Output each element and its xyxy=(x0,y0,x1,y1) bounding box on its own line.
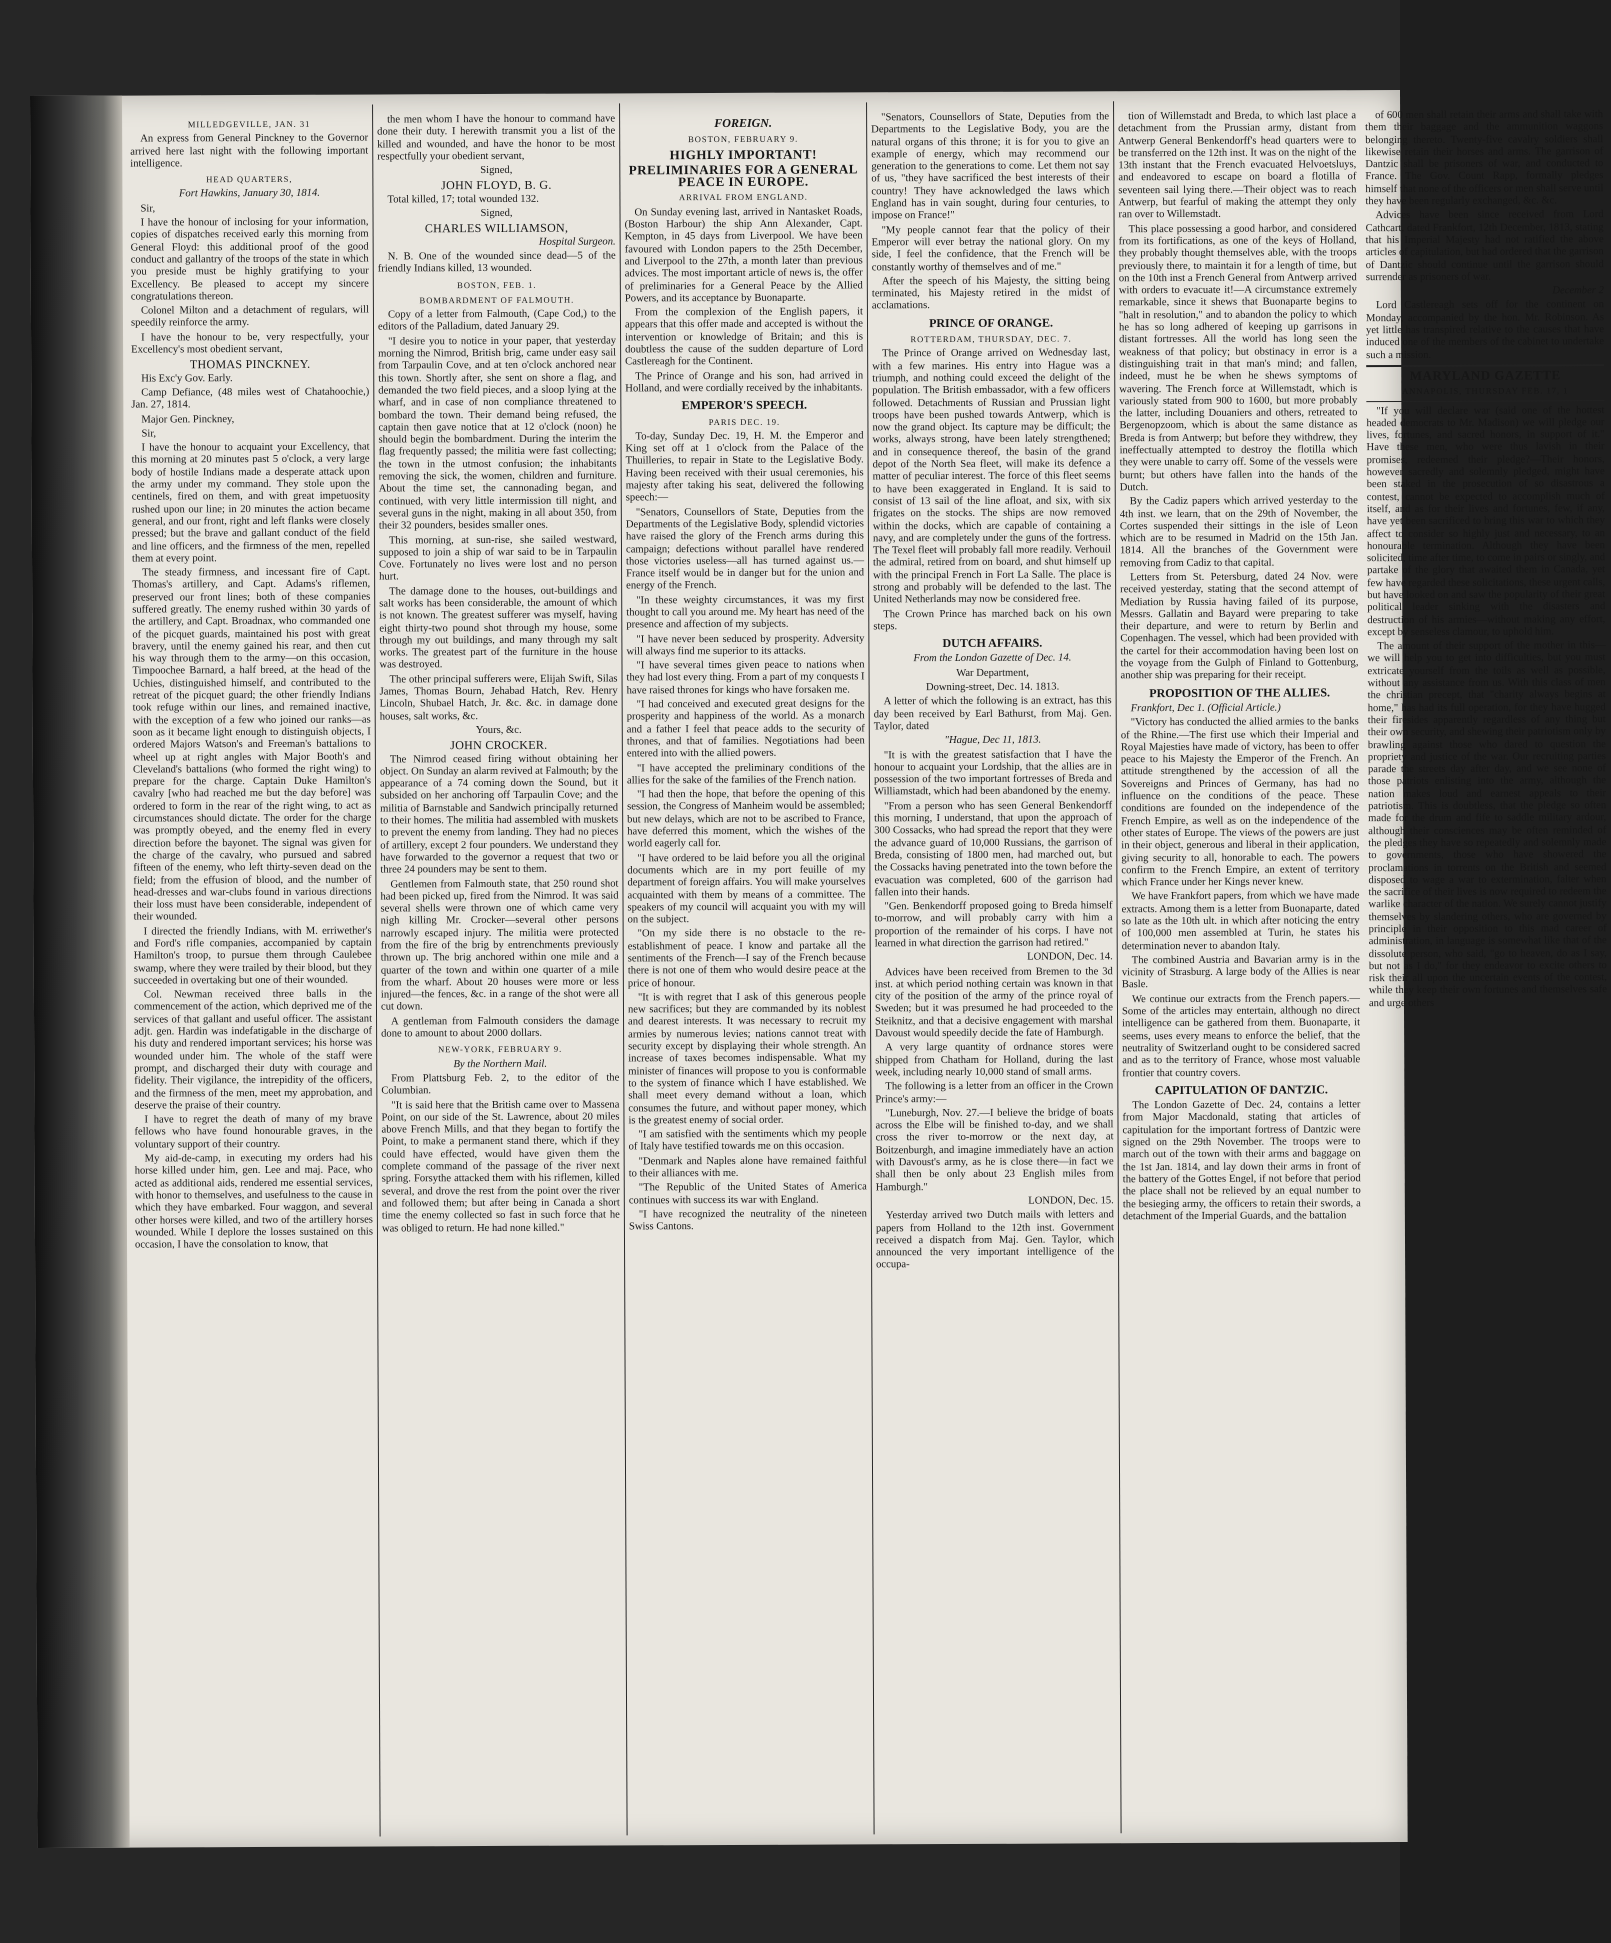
paragraph: "I had then the hope, that before the opening of this session, the Congress of Manheim would be assembled; but new delays, which are not to be ascribed to France, have deferred this moment, which the wishes of the world eagerly call for. xyxy=(627,788,866,850)
paragraph: "My people cannot fear that the policy of their Emperor will ever betray the national glory. On my side, I feel the confidence, that the French will be constantly worthy of themselves and of me." xyxy=(871,223,1110,273)
paragraph: The damage done to the houses, out-buildings and salt works has been considerable, the amount of which is not known. The greatest sufferer was myself, having eight thirty-two pound shot through my house, some through my out buildings, and many through my salt works. The greatest part of the furniture in the house was destroyed. xyxy=(379,585,618,671)
masthead: MARYLAND GAZETTE xyxy=(1409,367,1561,383)
dateline: NEW-YORK, FEBRUARY 9. xyxy=(438,1044,563,1055)
paragraph: "It is with the greatest satisfaction that I have the honour to acquaint your Lordship, that the allies are in possession of the two important fortresses of Breda and Williamstadt, which had been abandoned by the enemy. xyxy=(873,748,1113,798)
paragraph: Lord Castlereagh sets off for the continent on Monday, accompanied by the hon. Mr. Robinson. As yet little has transpired relative to the causes that have induced one of the members of the cabinet to undertake such a mission. xyxy=(1365,299,1605,361)
dateline: Frankfort, Dec 1. (Official Article.) xyxy=(1130,702,1281,715)
paragraph: N. B. One of the wounded since dead—5 of the friendly Indians killed, 13 wounded. xyxy=(377,250,616,275)
paragraph: of 600 men shall retain their arms and shall take with them their baggage and the ammunition waggons belonging thereto. Twenty-five cavalry soldiers shall likewise retain their horses and arms. The garrison of Dantzic shall be prisoners of war, and conducted to France. The Gov. Count Rapp, formally pledges himself that none of the officers or men shall serve until they have been regularly exchanged, &c. &c. xyxy=(1365,109,1604,208)
section-title: FOREIGN. xyxy=(714,115,772,131)
paragraph: Copy of a letter from Falmouth, (Cape Cod,) to the editors of the Palladium, dated January 29. xyxy=(377,308,616,333)
paragraph: I have the honour to acquaint your Excellency, that this morning at 20 minutes past 5 o'clock, a very large body of hostile Indians made a desperate attack upon the army under my command. They stole upon the centinels, fired on them, and with great impetuosity rushed upon our line; in 20 minutes the action became general, and our front, right and left flanks were closely pressed; but the brave and gallant conduct of the field and line officers, and the firmness of the men, repelled them at every point. xyxy=(131,441,370,565)
signature: JOHN FLOYD, B. G. xyxy=(441,178,552,193)
paragraph: Col. Newman received three balls in the commencement of the action, which deprived me of the services of that gallant and useful officer. The assistant adjt. gen. Hardin was indefatigable in the discharge of his duty and rendered important services; his horse was wounded under him. The whole of the staff were prompt, and discharged their duty with courage and fidelity. Their vigilance, the intrepidity of the officers, and the firmness of the men, meet my approbation, and deserve the praise of their country. xyxy=(133,988,373,1112)
paragraph: "Victory has conducted the allied armies to the banks of the Rhine.—The first use which their Imperial and Royal Majesties have made of victory, has been to offer peace to his Majesty the Emperor of the French. An attitude strengthened by the accession of all the Sovereigns and Princes of Germany, has had no influence on the conditions of the peace. These conditions are founded on the independence of the French Empire, as well as on the independence of the other states of Europe. The views of the powers are just in their object, generous and liberal in their application, giving security to all, honorable to each. The powers confirm to the French Empire, an extent of territory which France under her Kings never knew. xyxy=(1120,716,1360,889)
paragraph: The London Gazette of Dec. 24, contains a letter from Major Macdonald, stating that articles of capitulation for the important fortress of Dantzic were signed on the 29th November. The troops were to march out of the town with their arms and baggage on the 1st Jan. 1814, and lay down their arms in front of the battery of the Gottes Engel, if not before that period the place shall not be relieved by an equal number to the besieging army, the officers to retain their swords, a detachment of the Imperial Guards, and the battalion xyxy=(1122,1099,1361,1223)
paragraph: "Senators, Counsellors of State, Deputies from the Departments of the Legislative Body, splendid victories have raised the glory of the French arms during this campaign; defections without parallel have rendered those victories useless—all has turned against us.—France itself would be in danger but for the union and energy of the French. xyxy=(625,505,865,592)
paragraph: I have to regret the death of many of my brave fellows who have found honourable graves, in the voluntary support of their country. xyxy=(134,1113,373,1151)
newspaper-sheet xyxy=(30,90,1607,1848)
paragraph: "From a person who has seen General Benkendorff this morning, I understand, that upon the approach of 300 Cossacks, who had spread the report that they were the advance guard of 10,000 Russians, the garrison of Breda, consisting of 1800 men, had marched out, but the Cossacks having penetrated into the town before the evacuation was completed, 600 of the garrison had fallen into their hands. xyxy=(874,800,1113,899)
column-1 xyxy=(130,115,375,1830)
paragraph: The Nimrod ceased firing without obtaining her object. On Sunday an alarm revived at Falmouth; by the appearance of a 74 coming down the Sound, but it subsided on her anchoring off Tarpaulin Cove; and the militia of Barnstable and Sandwich principally returned to their homes. The militia had assembled with muskets to prevent the enemy from landing. They had no pieces of artillery, except 2 four pounders. We understand they have forwarded to the governor a request that two or three 24 pounders may be sent to them. xyxy=(379,752,619,876)
paragraph: "Senators, Counsellors of State, Deputies from the Departments to the Legislative Body, you are the natural organs of this throne; it is for you to give an example of energy, which may recommend our generation to the generations to come. Let them not say of us, "they have sacrificed the best interests of their country! They have acknowledged the laws which England has in vain sought, during four centuries, to impose on France!" xyxy=(871,111,1110,222)
paragraph: The following is a letter from an officer in the Crown Prince's army:— xyxy=(875,1080,1114,1105)
paragraph: "I have several times given peace to nations when they had lost every thing. From a part of my conquests I have raised thrones for kings who have forsaken me. xyxy=(626,659,865,697)
masthead-date: ANNAPOLIS, THURSDAY FEB. 17, 1 xyxy=(1402,385,1569,397)
paragraph: "Denmark and Naples alone have remained faithful to their alliances with me. xyxy=(628,1155,867,1180)
signed-label: Signed, xyxy=(480,165,513,177)
closing: Yours, &c. xyxy=(475,724,522,737)
place-line: Camp Defiance, (48 miles west of Chatahoochie,) Jan. 27, 1814. xyxy=(131,386,370,411)
paragraph: The steady firmness, and incessant fire of Capt. Thomas's artillery, and Capt. Adams's riflemen, preserved our front lines; both of these companies suffered greatly. The enemy rushed within 30 yards of the artillery, and Capt. Broadnax, who commanded one of the picquet guards, maintained his post with great bravery, until the enemy gained his rear, and then cut his way through them to the army—on this occasion, Timpoochee Barnard, a half breed, at the head of the Uchies, distinguished himself, and contributed to the retreat of the picquet guard; the other friendly Indians took refuge within our lines, and remained inactive, with the exception of a few who joined our ranks—as soon as it became light enough to distinguish objects, I ordered Majors Watson's and Freeman's battalions to wheel up at right angles with Major Booth's and Cleveland's battalions (who formed the right wing) to prepare for the charge. Captain Duke Hamilton's cavalry [who had reached me but the day before] was ordered to form in the rear of the right wing, to act as circumstances should dictate. The order for the charge was promptly obeyed, and the enemy fled in every direction before the bayonet. The signal was given for the charge of the cavalry, who pursued and sabred fifteen of the enemy, who left thirty-seven dead on the field; from the effusion of blood, and the number of head-dresses and war-clubs found in various directions their loss must have been considerable, independent of their wounded. xyxy=(132,566,372,923)
column-2 xyxy=(377,113,622,1828)
paragraph: We continue our extracts from the French papers.—Some of the articles may entertain, although no direct intelligence can be gathered from them. Buonaparte, it seems, uses every means to enforce the belief, that the neutrality of Switzerland ought to be considered sacred and as to the territory of France, whose most valuable frontier that country covers. xyxy=(1121,992,1361,1079)
paragraph: "I have accepted the preliminary conditions of the allies for the sake of the families of the French nation. xyxy=(626,761,865,787)
paragraph: A gentleman from Falmouth considers the damage done to amount to about 2000 dollars. xyxy=(381,1015,620,1040)
dateline: BOSTON, FEB. 1. xyxy=(457,279,537,290)
salutation: Sir, xyxy=(140,203,156,215)
dateline: LONDON, Dec. 15. xyxy=(1028,1195,1114,1207)
column-3 xyxy=(624,112,869,1827)
paragraph: This morning, at sun-rise, she sailed westward, supposed to join a ship of war said to be in Tarpaulin Cove. Fortunately no lives were lost and no person hurt. xyxy=(378,533,618,583)
paragraph: From the complexion of the English papers, it appears that this offer made and accepted is without the intervention or knowledge of Britain; and this is doubtless the cause of the sudden departure of Lord Castlereagh for the Continent. xyxy=(624,306,864,368)
column-5 xyxy=(1118,110,1363,1825)
paragraph: "On my side there is no obstacle to the re-establishment of peace. I know and partake all the sentiments of the French—I say of the French because there is not one of them who would desire peace at the price of honour. xyxy=(627,927,866,989)
paragraph: "It is with regret that I ask of this generous people new sacrifices; but they are commanded by its noblest and dearest interests. It was necessary to recruit my armies by numerous levies; nations cannot treat with security except by displaying their whole strength. An increase of taxes becomes indispensable. What my minister of finances will propose to you is conformable to the system of finance which I have established. We shall meet every demand without a loan, which consumes the future, and without paper money, which is the greatest enemy of social order. xyxy=(627,991,867,1127)
casualty-total: Total killed, 17; total wounded 132. xyxy=(387,193,539,206)
paragraph: The other principal sufferers were, Elijah Swift, Silas James, Thomas Bourn, Jehabad Hatch, Rev. Henry Lincoln, Shubael Hatch, Jr. &c. &c. in damage done houses, salt works, &c. xyxy=(379,673,618,723)
section-head: CAPITULATION OF DANTZIC. xyxy=(1154,1082,1328,1097)
paragraph: We have Frankfort papers, from which we have made extracts. Among them is a letter from Buonaparte, dated so late as the 10th ult. in which after noticing the entry of 100,000 men assembled at Turin, he states his determination never to abandon Italy. xyxy=(1121,890,1360,952)
dateline: LONDON, Dec. 14. xyxy=(1027,951,1113,963)
signature: JOHN CROCKER. xyxy=(450,737,548,753)
column-6 xyxy=(1365,109,1610,1824)
paragraph: "I desire you to notice in your paper, that yesterday morning the Nimrod, British brig, came under easy sail from Tarpaulin Cove, and at ten o'clock anchored near this town. Shortly after, she sent on shore a flag, and demanded the two field pieces, and a sloop lying at the wharf, and in case of non compliance threatened to bombard the town. Their demand being refused, the captain then gave notice that at 12 o'clock (noon) he should begin the bombardment. During the interim the flag frequently passed; the militia were fast collecting; the town in the utmost confusion; the inhabitants removing the sick, the women, children and furniture. About the time set, the cannonading began, and continued, with very little intermission till night, and several guns in the night, making in all about 350, from their 32 pounders, besides smaller ones. xyxy=(378,335,617,532)
section-head: BOMBARDMENT OF FALMOUTH. xyxy=(419,294,575,306)
dateline: BOSTON, FEBRUARY 9. xyxy=(688,133,799,145)
masthead-rule xyxy=(1366,400,1604,402)
paragraph: "I have recognized the neutrality of the nineteen Swiss Cantons. xyxy=(628,1208,867,1233)
dateline: PARIS DEC. 19. xyxy=(708,416,781,427)
column-4 xyxy=(871,111,1116,1826)
paragraph: "I have never been seduced by prosperity. Adversity will always find me superior to its attacks. xyxy=(626,632,865,658)
paragraph: The amount of their support of the mother in this—we will help you to get into difficulties, but you must extricate yourself from the toils as well as possible, without any assistance from us. With this class of men the christian precept, that "charity always begins at home," has had its full operation, for they have hugged their firesides apparently regardless of any thing but their own security, and shewing their patriotism only by brawling against those who dared to question the propriety and justice of the war. Our recruiting parties parade the streets day after day, and we see none of those patriots enlisting into the army, although the nation makes loud and earnest appeals to their patriotism. This is doubtless, that the pledge so often made for the drum and fife to saddle military ardour, although their consciences may be often reminded of the pledges they have so repeatedly and solemnly made to governments, those who have showered the proclamations in torrents on the British and seemed disposed to wage a war to extermination, falter when the sacrifice of their lives is now required to redeem the warlike character of the nation. We surely cannot justify themselves by slandering others, who are governed by principle in their opposition to this mad career of administration, in language is somewhat like that of the dissolute person, who said, "go to heaven, do as I say, but not as I do," for they endeavor to excite others to risk their all upon the uncertain events of the contest, while they keep their own fortunes and themselves safe and urge others xyxy=(1367,640,1607,1009)
paragraph: "The Republic of the United States of America continues with success its war with England. xyxy=(628,1181,867,1207)
place-line: Downing-street, Dec. 14. 1813. xyxy=(925,681,1060,694)
headline: HIGHLY IMPORTANT! xyxy=(669,146,817,162)
subhead: From the London Gazette of Dec. 14. xyxy=(913,652,1072,665)
paragraph: I have the honour of inclosing for your information, copies of dispatches received early this morning from General Floyd: this additional proof of the good conduct and gallantry of the troops of the state in which you preside must be highly gratifying to your Excellency. Be pleased to accept my sincere congratulations thereon. xyxy=(130,216,369,303)
paragraph: "I have ordered to be laid before you all the original documents which are in my port feuille of my department of foreign affairs. You will make yourselves acquainted with them by means of a committee. The speakers of my council will acquaint you with my will on the subject. xyxy=(627,851,866,926)
paragraph: Colonel Milton and a detachment of regulars, will speedily reinforce the army. xyxy=(130,304,369,330)
paragraph: On Sunday evening last, arrived in Nantasket Roads, (Boston Harbour) the ship Ann Alexander, Capt. Kempton, in 45 days from Liverpool. We have been favoured with London papers to the 25th December, and Liverpool to the 27th, a month later than previous advices. The most important article of news is, the offer of preliminaries for a General Peace by the Allied Powers, and its acceptance by Buonaparte. xyxy=(624,206,863,305)
paragraph: By the Cadiz papers which arrived yesterday to the 4th inst. we learn, that on the 29th of November, the Cortes suspended their sittings in the isle of Leon which are to be resumed in Madrid on the 15th Jan. 1814. All the branches of the Government were removing from Cadiz to that capital. xyxy=(1119,495,1359,569)
signature-title: Hospital Surgeon. xyxy=(538,236,616,248)
paragraph: I have the honour to be, very respectfully, your Excellency's most obedient servant, xyxy=(131,331,370,356)
paragraph: "In these weighty circumstances, it was my first thought to call you around me. My heart has need of the presence and affection of my subjects. xyxy=(626,594,865,631)
paragraph: "If you will declare war (said one of the hottest headed democrats to Mr. Madison) we will pledge our lives, fortunes, and sacred honors, in support of it." Have these men, who were thus lavish in their promises, redeemed their pledge?—Their honors, however sacredly and solemnly pledged, might have been staked in the prosecution of so disastrous a contest, cannot be expected to accomplish much of itself, and as for their lives and fortunes, few, if any, have yet been sacrificed to bring this war to which they affect to consider so highly just and necessary, to an honourable termination. Although they have been solicited, time after time, to come in pairs or singly, and partake of the glory that awaited them in Canada, yet few have regarded these solicitations, these urgent calls, but have looked on and saw the popularity of their great political leader sinking with the disasters and destruction of his armies—without making any effort, except by senseless clamour, to uphold him. xyxy=(1366,404,1606,639)
signature: THOMAS PINCKNEY. xyxy=(189,357,311,372)
place-line: "Hague, Dec 11, 1813. xyxy=(944,734,1042,747)
paragraph: "Luneburgh, Nov. 27.—I believe the bridge of boats across the Elbe will be finished to-day, and we shall cross the river to-morrow or the next day, at Boitzenburgh, and imagine immediately have an action with Davoust's army, as he is close there—in fact we shall then be only about 23 English miles from Hamburgh." xyxy=(875,1107,1114,1193)
dateline: December 2 xyxy=(1552,285,1604,297)
place-line: Fort Hawkins, January 30, 1814. xyxy=(178,188,320,200)
section-head: HEAD QUARTERS, xyxy=(206,174,293,185)
signature: CHARLES WILLIAMSON, xyxy=(424,221,569,236)
section-head: PROPOSITION OF THE ALLIES. xyxy=(1149,684,1331,700)
section-head: EMPEROR'S SPEECH. xyxy=(681,397,808,413)
paragraph: A letter of which the following is an extract, has this day been received by Earl Bathurst, from Maj. Gen. Taylor, dated xyxy=(873,695,1112,733)
signed-label: Signed, xyxy=(480,207,513,220)
paragraph: The Crown Prince has marched back on his own steps. xyxy=(873,607,1112,633)
subhead: ARRIVAL FROM ENGLAND. xyxy=(678,192,808,203)
book-binding-gutter xyxy=(30,96,130,1848)
article-intro: An express from General Pinckney to the Governor arrived here last night with the following important intelligence. xyxy=(130,132,369,170)
salutation: Sir, xyxy=(141,428,157,440)
dateline: ROTTERDAM, THURSDAY, DEC. 7. xyxy=(910,333,1072,345)
paragraph: My aid-de-camp, in executing my orders had his horse killed under him, gen. Lee and maj. Pace, who acted as additional aids, rendered me essential services, with honor to themselves, and usefulness to the cause in which they have embarked. Four waggon, and several other horses were killed, and two of the artillery horses wounded. While I deplore the losses sustained on this occasion, I have the consolation to know, that xyxy=(134,1152,373,1251)
paragraph: Yesterday arrived two Dutch mails with letters and papers from Holland to the 12th inst. Government received a dispatch from Maj. Gen. Taylor, which announced the very important intelligence of the occupa- xyxy=(875,1209,1115,1271)
paragraph: Gentlemen from Falmouth state, that 250 round shot had been picked up, fired from the Nimrod. It was said several shells were thrown one of which came very nigh killing Mr. Crocker—several other persons narrowly escaped injury. The militia were protected from the fire of the brig by entrenchments previously thrown up. The brig anchored within one mile and a quarter of the town and within one quarter of a mile from the wharf. About 20 houses were more or less injured—the fences, &c. in a range of the shot were all cut down. xyxy=(380,877,619,1013)
section-head: PRINCE OF ORANGE. xyxy=(929,315,1053,330)
paragraph: This place possessing a good harbor, and considered from its fortifications, as one of the keys of Holland, they probably thought themselves able, with the troops previously there, to maintain it for a length of time, but on the 10th inst a French General from Antwerp arrived with orders to evacuate it!—A circumstance extremely remarkable, since it shews that Buonaparte begins to "halt in resolution," and to abandon the policy to which he has so long adhered of keeping up garrisons in distant fortresses. All the world has long seen the weakness of that policy; but obstinacy in error is a distinguishing trait in that man's mind; and fallen, indeed, must he be when he shews symptoms of wavering. The French force at Willemstadt, which is variously stated from 900 to 1600, but more probably the latter, including Douaniers and others, retreated to Bergenopzoom, which is about the same distance as Breda is from Antwerp; but before they withdrew, they ineffectually attempted to destroy the flotilla which they were unable to carry off. Some of the vessels were burnt; but others have fallen into the hands of the Dutch. xyxy=(1118,222,1358,494)
paragraph: The combined Austria and Bavarian army is in the vicinity of Strasburg. A large body of the Allies is near Basle. xyxy=(1121,954,1360,991)
place-line: War Department, xyxy=(956,667,1029,679)
paragraph: Letters from St. Petersburg, dated 24 Nov. were received yesterday, stating that the second attempt of Mediation by Russia having failed of its purpose, Messrs. Gallatin and Bayard were preparing to take their departure, and were to return by Berlin and Copenhagen. The vessel, which had been provided with the cartel for their accommodation having been lost on the voyage from the Gulph of Finland to Gottenburg, another ship was preparing for their receipt. xyxy=(1120,571,1359,682)
paragraph: "I had conceived and executed great designs for the prosperity and happiness of the world. As a monarch and a father I feel that peace adds to the security of thrones, and that of families. Negotiations had been entered into with the allied powers. xyxy=(626,698,865,760)
paragraph: "It is said here that the British came over to Massena Point, on our side of the St. Lawrence, about 20 miles above French Mills, and that they began to fortify the Point, to make a permanent stand there, which if they could have effected, would have given them the complete command of the passage of the river next spring. Forsythe attacked them with his riflemen, killed several, and drove the rest from the point over the river and followed them; but after being in Canada a short time the enemy collected so fast in such force that he was obliged to return. He had none killed." xyxy=(381,1099,620,1235)
dateline: MILLEDGEVILLE, JAN. 31 xyxy=(187,118,311,130)
paragraph: Advices have been since received from Lord Cathcart, dated Frankfort, 12th December, 1813, stating that his Imperial Majesty had not ratified the above articles of capitulation, but had ordered that the garrison of Dantzic should continue until the garrison should surrender as prisoners of war. xyxy=(1365,209,1604,284)
section-head: DUTCH AFFAIRS. xyxy=(942,635,1043,651)
paragraph: Advices have been received from Bremen to the 3d inst. at which period nothing certain was known in that city of the position of the army of the prince royal of Sweden; but it was presumed he had proceeded to the Steiknitz, and that a decisive engagement with marshal Davoust would speedily decide the fate of Hamburgh. xyxy=(874,965,1114,1040)
headline: PRELIMINARIES FOR A GENERAL PEACE IN EUROPE. xyxy=(628,161,858,190)
paragraph: The Prince of Orange and his son, had arrived in Holland, and were cordially received by the inhabitants. xyxy=(625,370,864,395)
paragraph: tion of Willemstadt and Breda, to which last place a detachment from the Prussian army, distant from Antwerp General Benkendorff's head quarters were to be transferred on the 12th inst. It was on the night of the 13th instant that the French evacuated Helvoetsluys, and endeavored to escape on board a flotilla of seventeen sail lying there.—Their object was to reach Antwerp, but fearful of making the attempt they only ran over to Willemstadt. xyxy=(1118,110,1357,221)
paragraph: To-day, Sunday Dec. 19, H. M. the Emperor and King set off at 1 o'clock from the Palace of the Thuilleries, to repair in State to the Legislative Body. Having been received with their usual ceremonies, his majesty after taking his seat, delivered the following speech:— xyxy=(625,430,864,504)
masthead-rule xyxy=(1366,364,1604,367)
subhead: By the Northern Mail. xyxy=(453,1058,548,1070)
paragraph: "I am satisfied with the sentiments which my people of Italy have testified towards me on this occasion. xyxy=(628,1128,867,1153)
paragraph: The Prince of Orange arrived on Wednesday last, with a few marines. His entry into Hague was a triumph, and nothing could exceed the delight of the population. The British embassador, with a few officers followed. Detachments of Russian and Prussian light troops have been pushed towards Antwerp, which is now the grand object. Its capture may be difficult; the works, always strong, have been lately strengthened; and in consequence thereof, the basin of the grand depot of the North Sea fleet, will make its defence a matter of peculiar interest. The force of this fleet seems to have been exaggerated in England. It is said to consist of 13 sail of the line afloat, and six, with six frigates on the stocks. The ships are now removed within the docks, which are capable of containing a navy, and are completely under the guns of the fortress. The Texel fleet will probably fall more readily. Verhouil the admiral, retired from on board, and shut himself up with the principal French in Fort La Salle. The place is strong and probably will be defended to the last. The United Netherlands may now be considered free. xyxy=(872,347,1112,606)
paragraph: "Gen. Benkendorff proposed going to Breda himself to-morrow, and will probably carry with him a proportion of the remainder of his corps. I have not learned in what direction the garrison had retired." xyxy=(874,900,1113,950)
addressee: His Exc'y Gov. Early. xyxy=(141,372,233,385)
addressee: Major Gen. Pinckney, xyxy=(141,413,235,426)
paragraph: A very large quantity of ordnance stores were shipped from Chatham for Holland, during the last week, including nearly 10,000 stand of small arms. xyxy=(875,1041,1114,1079)
paragraph: From Plattsburg Feb. 2, to the editor of the Columbian. xyxy=(381,1072,620,1097)
paragraph: I directed the friendly Indians, with M. erriwether's and Ford's rifle companies, accompanied by captain Hamilton's troop, to pursue them through Caulebee swamp, where they were trailed by their blood, but they succeeded in overtaking but one of their wounded. xyxy=(133,925,372,987)
paragraph: After the speech of his Majesty, the sitting being terminated, his Majesty retired in the midst of acclamations. xyxy=(871,275,1110,312)
paragraph: the men whom I have the honour to command have done their duty. I herewith transmit you a list of the killed and wounded, and have the honor to be most respectfully your obedient servant, xyxy=(377,113,616,163)
